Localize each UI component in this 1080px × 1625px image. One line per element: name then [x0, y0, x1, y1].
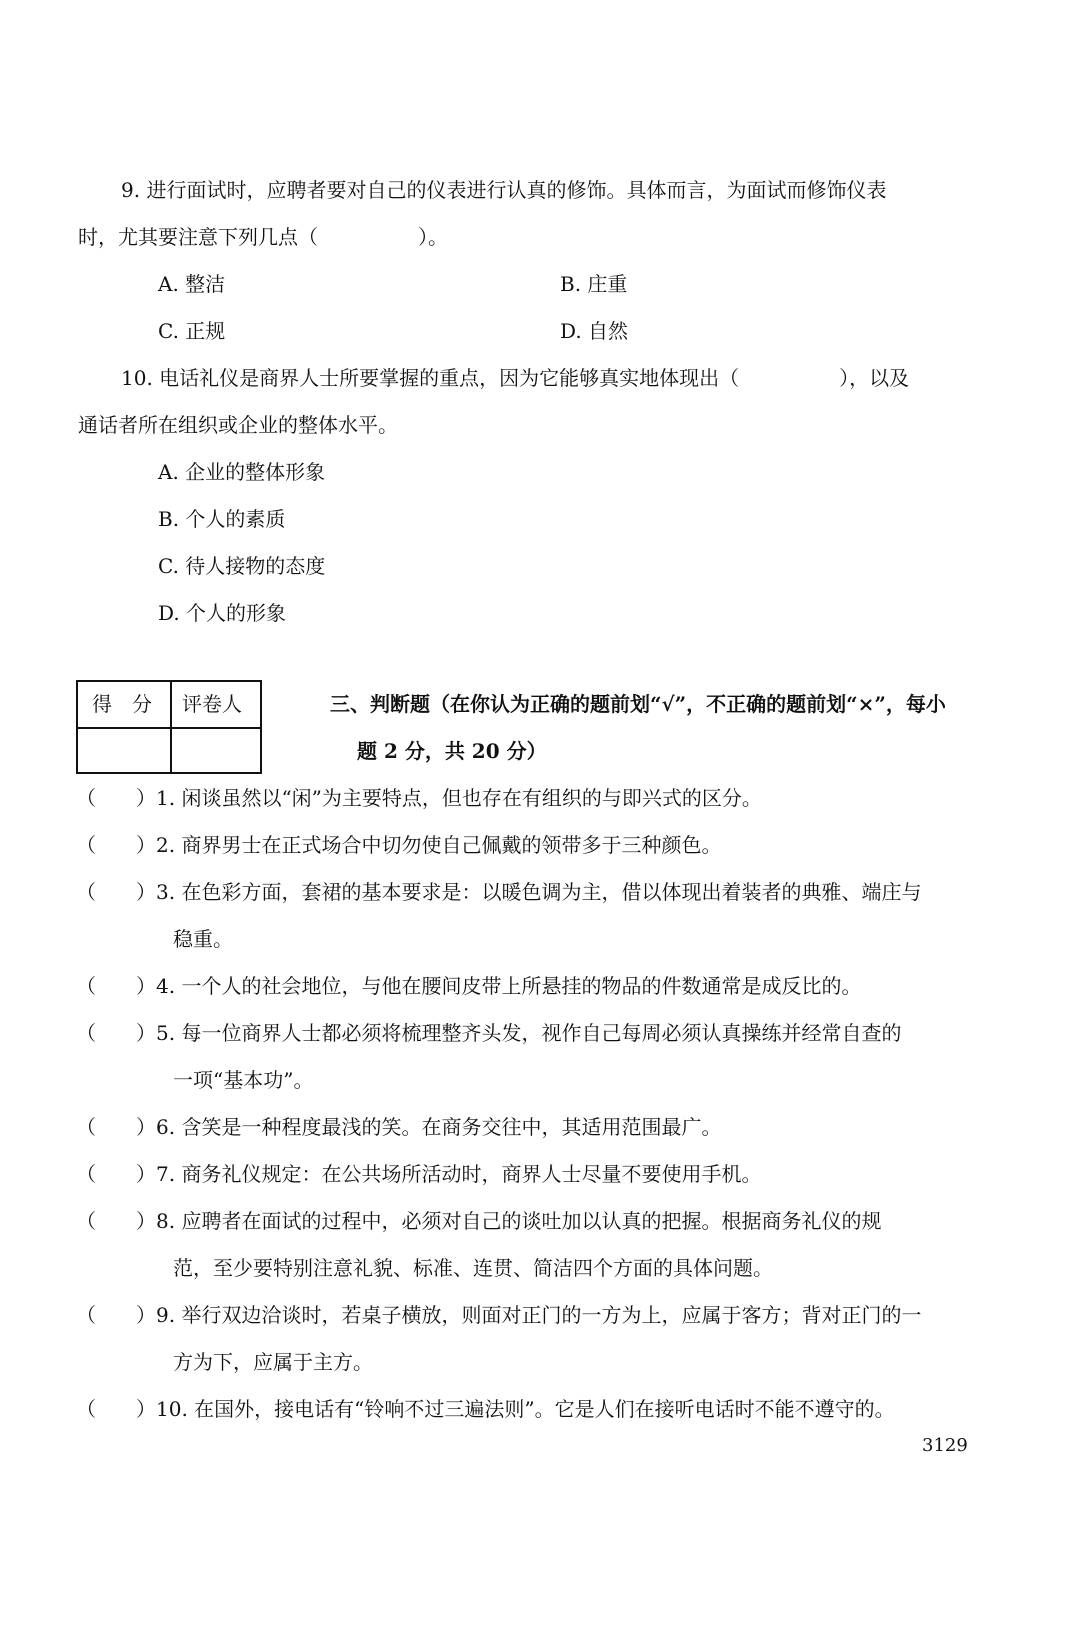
score-label: 得 分	[92, 692, 152, 716]
judgment-10: （ ）10. 在国外，接电话有“铃响不过三遍法则”。它是人们在接听电话时不能不遵守的。	[76, 1397, 895, 1421]
judgment-1: （ ）1. 闲谈虽然以“闲”为主要特点，但也存在有组织的与即兴式的区分。	[76, 786, 762, 810]
page-number: 3129	[922, 1435, 968, 1456]
judgment-2: （ ）2. 商界男士在正式场合中切勿使自己佩戴的领带多于三种颜色。	[76, 833, 722, 857]
q10-option-a: A. 企业的整体形象	[158, 460, 326, 484]
q10-line1: 10. 电话礼仪是商界人士所要掌握的重点，因为它能够真实地体现出（ ），以及	[121, 366, 910, 390]
judgment-7: （ ）7. 商务礼仪规定：在公共场所活动时，商界人士尽量不要使用手机。	[76, 1162, 762, 1186]
q9-option-b: B. 庄重	[560, 272, 628, 296]
judgment-5-cont: 一项“基本功”。	[173, 1068, 314, 1092]
judgment-9: （ ）9. 举行双边洽谈时，若桌子横放，则面对正门的一方为上，应属于客方；背对正门的一	[76, 1303, 922, 1327]
q9-option-c: C. 正规	[158, 319, 226, 343]
q9-line1: 9. 进行面试时，应聘者要对自己的仪表进行认真的修饰。具体而言，为面试而修饰仪表	[121, 178, 887, 202]
section3-heading-line2: 题 2 分，共 20 分）	[357, 739, 547, 763]
judgment-6: （ ）6. 含笑是一种程度最浅的笑。在商务交往中，其适用范围最广。	[76, 1115, 722, 1139]
judgment-3: （ ）3. 在色彩方面，套裙的基本要求是：以暖色调为主，借以体现出着装者的典雅、端庄与	[76, 880, 922, 904]
section3-heading-line1: 三、判断题（在你认为正确的题前划“√”，不正确的题前划“×”，每小	[330, 692, 946, 716]
q9-option-d: D. 自然	[560, 319, 629, 343]
q10-option-c: C. 待人接物的态度	[158, 554, 326, 578]
score-table-divider	[78, 727, 260, 729]
q9-option-a: A. 整洁	[158, 272, 226, 296]
grader-label: 评卷人	[182, 692, 242, 716]
q9-line2: 时，尤其要注意下列几点（ ）。	[78, 225, 448, 249]
judgment-4: （ ）4. 一个人的社会地位，与他在腰间皮带上所悬挂的物品的件数通常是成反比的。	[76, 974, 862, 998]
judgment-8: （ ）8. 应聘者在面试的过程中，必须对自己的谈吐加以认真的把握。根据商务礼仪的规	[76, 1209, 882, 1233]
judgment-8-cont: 范，至少要特别注意礼貌、标准、连贯、简洁四个方面的具体问题。	[173, 1256, 773, 1280]
q10-line2: 通话者所在组织或企业的整体水平。	[78, 413, 398, 437]
q10-option-d: D. 个人的形象	[158, 601, 287, 625]
judgment-5: （ ）5. 每一位商界人士都必须将梳理整齐头发，视作自己每周必须认真操练并经常自查的	[76, 1021, 902, 1045]
score-table	[76, 680, 262, 774]
judgment-3-cont: 稳重。	[173, 927, 233, 951]
judgment-9-cont: 方为下，应属于主方。	[173, 1350, 373, 1374]
q10-option-b: B. 个人的素质	[158, 507, 286, 531]
